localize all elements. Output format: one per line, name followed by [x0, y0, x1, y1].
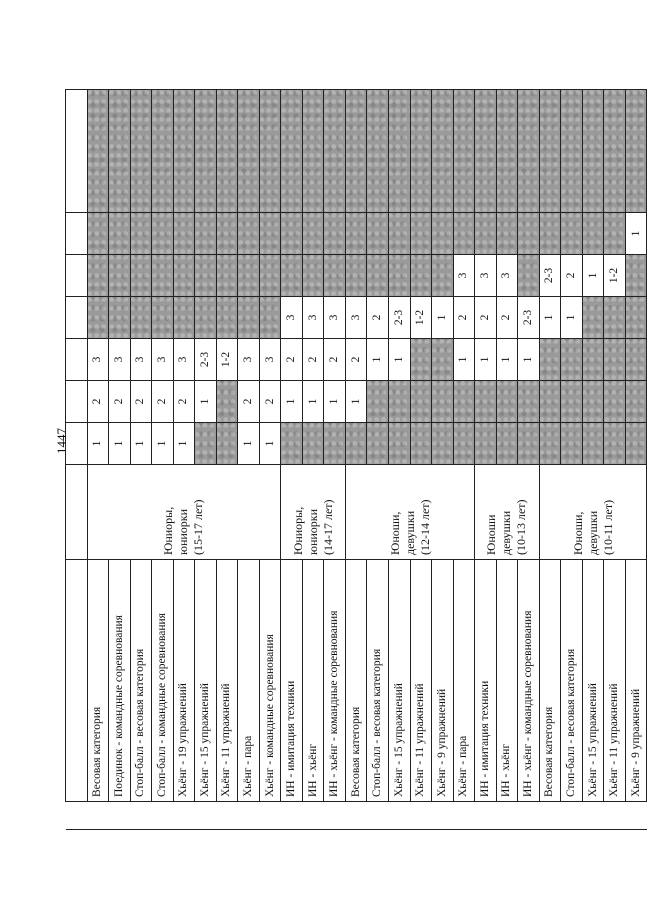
- rank-cell-rank1: 1: [259, 423, 281, 465]
- shaded-cell: [518, 90, 540, 213]
- table-row: [130, 90, 152, 830]
- rank-cell-rank1: [582, 423, 604, 465]
- table-row: [324, 90, 346, 830]
- margin-cell: [561, 802, 583, 830]
- rank-cell-ext3: [109, 213, 131, 255]
- rank-cell-rank2: 2: [259, 381, 281, 423]
- rank-cell-ext2: 3: [496, 255, 518, 297]
- rank-cell-ext1: [87, 297, 109, 339]
- rank-cell-rank3: 1: [453, 339, 475, 381]
- rank-cell-ext1: 2: [367, 297, 389, 339]
- discipline-cell: Весовая категория: [87, 560, 109, 802]
- rank-cell-ext3: [324, 213, 346, 255]
- rank-cell-ext3: [130, 213, 152, 255]
- discipline-cell: Хьёнг - пара: [453, 560, 475, 802]
- rank-cell-rank2: 2: [87, 381, 109, 423]
- rank-cell-ext3: [432, 213, 454, 255]
- rank-cell-rank3: [561, 339, 583, 381]
- rank-cell-rank1: [216, 423, 238, 465]
- age-group-line: юниорки: [305, 508, 320, 555]
- rank-cell-rank2: 1: [345, 381, 367, 423]
- rank-cell-ext1: 2: [496, 297, 518, 339]
- rank-cell-rank2: [604, 381, 626, 423]
- rank-cell-rank2: 2: [152, 381, 174, 423]
- table-row: [195, 90, 217, 830]
- age-group-line: (10-13 лет): [514, 499, 529, 555]
- table-cell: [66, 381, 88, 423]
- rank-cell-rank1: [453, 423, 475, 465]
- rank-cell-ext1: [625, 297, 647, 339]
- margin-cell: [388, 802, 410, 830]
- shaded-cell: [324, 90, 346, 213]
- rank-cell-rank2: [539, 381, 561, 423]
- rank-cell-ext1: 1: [432, 297, 454, 339]
- margin-cell: [518, 802, 540, 830]
- rank-cell-ext2: [410, 255, 432, 297]
- rank-cell-rank3: 2: [281, 339, 303, 381]
- shaded-cell: [281, 90, 303, 213]
- shaded-cell: [152, 90, 174, 213]
- age-group-cell: [281, 465, 346, 560]
- table-row: [496, 90, 518, 830]
- discipline-cell: Хьёнг - 9 упражнений: [625, 560, 647, 802]
- margin-cell: [238, 802, 260, 830]
- rank-cell-ext3: [345, 213, 367, 255]
- margin-cell: [324, 802, 346, 830]
- margin-cell: [281, 802, 303, 830]
- rank-cell-ext1: 2-3: [388, 297, 410, 339]
- discipline-cell: Хьёнг - 19 упражнений: [173, 560, 195, 802]
- rank-cell-rank3: 2-3: [195, 339, 217, 381]
- shaded-cell: [410, 90, 432, 213]
- shaded-cell: [432, 90, 454, 213]
- margin-cell: [302, 802, 324, 830]
- discipline-cell: Хьёнг - 15 упражнений: [582, 560, 604, 802]
- age-group-line: Юноши,: [570, 511, 585, 555]
- rank-cell-rank1: [281, 423, 303, 465]
- rank-cell-ext2: [130, 255, 152, 297]
- rank-cell-ext2: [173, 255, 195, 297]
- rank-cell-ext2: [216, 255, 238, 297]
- age-group-cell: [87, 465, 281, 560]
- rank-cell-rank1: 1: [130, 423, 152, 465]
- table-row: [302, 90, 324, 830]
- rank-cell-ext1: 2: [453, 297, 475, 339]
- rank-cell-rank3: 3: [259, 339, 281, 381]
- rank-cell-ext1: [238, 297, 260, 339]
- rank-cell-ext1: [582, 297, 604, 339]
- rank-cell-ext1: 3: [302, 297, 324, 339]
- rank-cell-rank1: [195, 423, 217, 465]
- discipline-cell: ИН - хьёнг - командные соревнования: [518, 560, 540, 802]
- shaded-cell: [216, 90, 238, 213]
- rank-cell-rank3: 2: [345, 339, 367, 381]
- rank-cell-ext2: [388, 255, 410, 297]
- rank-cell-rank1: [410, 423, 432, 465]
- rank-cell-rank1: [475, 423, 497, 465]
- discipline-cell: Хьёнг - пара: [238, 560, 260, 802]
- table-row: [109, 90, 131, 830]
- rank-cell-ext2: [518, 255, 540, 297]
- age-group-line: (10-11 лет): [600, 499, 615, 555]
- shaded-cell: [130, 90, 152, 213]
- table-cell: [66, 339, 88, 381]
- table-row: [281, 90, 303, 830]
- rank-cell-ext3: [561, 213, 583, 255]
- rank-cell-ext2: [345, 255, 367, 297]
- rank-cell-rank1: [625, 423, 647, 465]
- rank-cell-ext2: [195, 255, 217, 297]
- rank-cell-rank1: [432, 423, 454, 465]
- rank-cell-ext2: [152, 255, 174, 297]
- rank-cell-rank3: 3: [109, 339, 131, 381]
- margin-cell: [582, 802, 604, 830]
- rank-cell-ext3: [496, 213, 518, 255]
- table-row: [345, 90, 367, 830]
- discipline-cell: ИН - хьёнг: [496, 560, 518, 802]
- rank-cell-rank2: [561, 381, 583, 423]
- table-cell: [66, 423, 88, 465]
- rank-cell-rank1: [388, 423, 410, 465]
- rank-cell-rank2: [475, 381, 497, 423]
- shaded-cell: [475, 90, 497, 213]
- shaded-cell: [496, 90, 518, 213]
- discipline-cell: ИН - имитация техники: [475, 560, 497, 802]
- rank-cell-rank2: 2: [109, 381, 131, 423]
- margin-cell: [195, 802, 217, 830]
- age-group-line: (12-14 лет): [417, 499, 432, 555]
- table-row: [259, 90, 281, 830]
- discipline-cell: ИН - имитация техники: [281, 560, 303, 802]
- rank-cell-ext1: 3: [281, 297, 303, 339]
- rank-cell-rank1: [539, 423, 561, 465]
- rank-cell-ext3: [367, 213, 389, 255]
- table-row: [152, 90, 174, 830]
- rank-cell-ext2: 1: [582, 255, 604, 297]
- rank-cell-rank1: 1: [109, 423, 131, 465]
- rank-cell-rank1: [518, 423, 540, 465]
- table-cell: [66, 255, 88, 297]
- rank-cell-rank2: 2: [130, 381, 152, 423]
- rank-cell-ext3: [410, 213, 432, 255]
- rank-cell-rank3: 1: [518, 339, 540, 381]
- discipline-cell: Весовая категория: [539, 560, 561, 802]
- discipline-cell: Стоп-балл - весовая категория: [367, 560, 389, 802]
- rank-cell-ext2: [302, 255, 324, 297]
- discipline-cell: Стоп-балл - весовая категория: [561, 560, 583, 802]
- rank-cell-ext1: 1-2: [410, 297, 432, 339]
- rank-cell-ext1: 3: [345, 297, 367, 339]
- rank-cell-rank2: 2: [238, 381, 260, 423]
- age-group-line: юниорки: [176, 508, 191, 555]
- age-group-line: Юноши,: [387, 511, 402, 555]
- age-group-cell: [475, 465, 540, 560]
- rank-cell-ext1: 3: [324, 297, 346, 339]
- table-row: [604, 90, 626, 830]
- table-row: [582, 90, 604, 830]
- table-row: [518, 90, 540, 830]
- discipline-cell: Хьёнг - командные соревнования: [259, 560, 281, 802]
- age-group-cell: [345, 465, 474, 560]
- table-row: [432, 90, 454, 830]
- margin-cell: [625, 802, 647, 830]
- rank-cell-ext2: [238, 255, 260, 297]
- discipline-cell: Хьёнг - 11 упражнений: [410, 560, 432, 802]
- rank-cell-ext2: [432, 255, 454, 297]
- discipline-cell: Хьёнг - 11 упражнений: [604, 560, 626, 802]
- table-body: [66, 90, 647, 830]
- discipline-cell: Хьёнг - 15 упражнений: [388, 560, 410, 802]
- rank-cell-rank2: 1: [324, 381, 346, 423]
- rank-cell-rank3: 2: [302, 339, 324, 381]
- rank-cell-rank3: 3: [152, 339, 174, 381]
- rank-cell-rank2: [388, 381, 410, 423]
- margin-cell: [410, 802, 432, 830]
- shaded-cell: [453, 90, 475, 213]
- rank-cell-ext3: [152, 213, 174, 255]
- age-group-line: Юноши: [484, 514, 499, 555]
- table-row: [561, 90, 583, 830]
- rank-cell-ext2: 3: [475, 255, 497, 297]
- rank-cell-rank3: 1: [496, 339, 518, 381]
- shaded-cell: [87, 90, 109, 213]
- rank-cell-rank3: 1: [388, 339, 410, 381]
- shaded-cell: [561, 90, 583, 213]
- rank-cell-rank2: [496, 381, 518, 423]
- rank-cell-rank2: [453, 381, 475, 423]
- table-cell: [66, 560, 88, 802]
- rank-cell-ext3: [453, 213, 475, 255]
- shaded-cell: [582, 90, 604, 213]
- table-cell: [66, 90, 88, 213]
- rank-cell-rank3: [625, 339, 647, 381]
- rank-cell-ext2: [259, 255, 281, 297]
- shaded-cell: [625, 90, 647, 213]
- age-group-cell: [539, 465, 647, 560]
- rank-cell-ext2: 2-3: [539, 255, 561, 297]
- rank-cell-ext3: [173, 213, 195, 255]
- margin-cell: [432, 802, 454, 830]
- table-row: [216, 90, 238, 830]
- margin-cell: [109, 802, 131, 830]
- margin-cell: [152, 802, 174, 830]
- rank-cell-rank1: [345, 423, 367, 465]
- shaded-cell: [539, 90, 561, 213]
- rank-cell-ext2: [87, 255, 109, 297]
- rank-cell-ext3: [87, 213, 109, 255]
- rank-table: [65, 89, 647, 830]
- margin-cell: [496, 802, 518, 830]
- rank-cell-rank1: [604, 423, 626, 465]
- shaded-cell: [388, 90, 410, 213]
- shaded-cell: [109, 90, 131, 213]
- age-group-line: Юниоры,: [290, 506, 305, 555]
- rank-cell-rank2: [367, 381, 389, 423]
- age-group-line: девушки: [402, 510, 417, 555]
- rank-cell-ext3: [238, 213, 260, 255]
- shaded-cell: [259, 90, 281, 213]
- shaded-cell: [173, 90, 195, 213]
- rank-cell-ext1: 1: [561, 297, 583, 339]
- rank-cell-ext3: 1: [625, 213, 647, 255]
- rank-cell-ext2: [625, 255, 647, 297]
- discipline-cell: Хьёнг - 9 упражнений: [432, 560, 454, 802]
- shaded-cell: [238, 90, 260, 213]
- table-cell: [66, 465, 88, 560]
- rotated-table-wrapper: [65, 90, 642, 830]
- rank-cell-ext3: [475, 213, 497, 255]
- rank-cell-rank3: 2: [324, 339, 346, 381]
- discipline-cell: ИН - хьёнг - командные соревнования: [324, 560, 346, 802]
- table-row: [410, 90, 432, 830]
- rank-cell-rank2: [216, 381, 238, 423]
- rank-cell-ext1: [195, 297, 217, 339]
- rank-cell-rank3: 1: [475, 339, 497, 381]
- shaded-cell: [604, 90, 626, 213]
- rank-cell-rank1: [324, 423, 346, 465]
- table-cell: [66, 297, 88, 339]
- margin-cell: [87, 802, 109, 830]
- rank-cell-ext3: [539, 213, 561, 255]
- rank-cell-rank1: [367, 423, 389, 465]
- rank-cell-rank3: 3: [130, 339, 152, 381]
- discipline-cell: Хьёнг - 11 упражнений: [216, 560, 238, 802]
- rank-cell-ext3: [388, 213, 410, 255]
- rank-cell-ext1: [152, 297, 174, 339]
- rank-cell-rank1: 1: [87, 423, 109, 465]
- rank-cell-rank3: [410, 339, 432, 381]
- table-row: [367, 90, 389, 830]
- age-group-line: (14-17 лет): [320, 499, 335, 555]
- rank-cell-rank1: [302, 423, 324, 465]
- rank-cell-rank3: 3: [173, 339, 195, 381]
- margin-cell: [475, 802, 497, 830]
- table-row: [625, 90, 647, 830]
- rank-cell-rank2: 2: [173, 381, 195, 423]
- discipline-cell: Стоп-балл - командные соревнования: [152, 560, 174, 802]
- table-row: [475, 90, 497, 830]
- rank-cell-ext2: [367, 255, 389, 297]
- rank-cell-rank2: [410, 381, 432, 423]
- margin-cell: [453, 802, 475, 830]
- rank-cell-rank1: 1: [152, 423, 174, 465]
- rank-cell-rank3: [582, 339, 604, 381]
- table-cell: [66, 213, 88, 255]
- rank-cell-rank3: [539, 339, 561, 381]
- table-row: [238, 90, 260, 830]
- age-group-line: (15-17 лет): [191, 499, 206, 555]
- table-row: [453, 90, 475, 830]
- discipline-cell: Весовая категория: [345, 560, 367, 802]
- rank-cell-ext3: [302, 213, 324, 255]
- rank-cell-rank3: [432, 339, 454, 381]
- rank-cell-rank2: [582, 381, 604, 423]
- rank-cell-ext1: [604, 297, 626, 339]
- rank-cell-ext3: [259, 213, 281, 255]
- rank-cell-ext1: [130, 297, 152, 339]
- rank-cell-ext1: 1: [539, 297, 561, 339]
- margin-cell: [216, 802, 238, 830]
- rank-cell-ext2: [324, 255, 346, 297]
- rank-cell-rank3: 3: [238, 339, 260, 381]
- rank-cell-ext1: [216, 297, 238, 339]
- rank-cell-ext3: [604, 213, 626, 255]
- margin-cell: [539, 802, 561, 830]
- rank-cell-rank2: [518, 381, 540, 423]
- margin-cell: [173, 802, 195, 830]
- age-group-line: девушки: [585, 510, 600, 555]
- rank-cell-ext2: [281, 255, 303, 297]
- table-cell: [66, 802, 88, 830]
- shaded-cell: [345, 90, 367, 213]
- table-row: [173, 90, 195, 830]
- age-group-line: девушки: [499, 510, 514, 555]
- page-number: 1447: [54, 428, 69, 454]
- margin-cell: [345, 802, 367, 830]
- rank-cell-rank1: 1: [173, 423, 195, 465]
- rank-cell-ext3: [216, 213, 238, 255]
- rank-cell-rank3: 1: [367, 339, 389, 381]
- rank-cell-ext3: [281, 213, 303, 255]
- rank-cell-rank2: [625, 381, 647, 423]
- rank-cell-rank2: 1: [302, 381, 324, 423]
- rank-cell-rank3: [604, 339, 626, 381]
- shaded-cell: [367, 90, 389, 213]
- rank-cell-ext1: [109, 297, 131, 339]
- table-row: [539, 90, 561, 830]
- margin-cell: [130, 802, 152, 830]
- age-group-line: Юниоры,: [161, 506, 176, 555]
- rank-cell-ext1: [259, 297, 281, 339]
- table-row: [388, 90, 410, 830]
- rank-cell-ext1: 2-3: [518, 297, 540, 339]
- margin-cell: [604, 802, 626, 830]
- rank-cell-rank2: 1: [281, 381, 303, 423]
- shaded-cell: [195, 90, 217, 213]
- rank-cell-rank1: [561, 423, 583, 465]
- rank-cell-rank2: [432, 381, 454, 423]
- rank-cell-ext3: [195, 213, 217, 255]
- table-row: [66, 90, 88, 830]
- shaded-cell: [302, 90, 324, 213]
- rank-cell-ext1: [173, 297, 195, 339]
- discipline-cell: Хьёнг - 15 упражнений: [195, 560, 217, 802]
- margin-cell: [259, 802, 281, 830]
- rank-cell-ext2: [109, 255, 131, 297]
- rank-cell-ext1: 2: [475, 297, 497, 339]
- rank-cell-ext2: 2: [561, 255, 583, 297]
- rank-cell-ext2: 1-2: [604, 255, 626, 297]
- rank-cell-rank3: 3: [87, 339, 109, 381]
- rank-cell-rank2: 1: [195, 381, 217, 423]
- table-row: [87, 90, 109, 830]
- discipline-cell: Стоп-балл - весовая категория: [130, 560, 152, 802]
- rank-cell-rank1: 1: [238, 423, 260, 465]
- rank-cell-ext3: [582, 213, 604, 255]
- rank-cell-rank1: [496, 423, 518, 465]
- margin-cell: [367, 802, 389, 830]
- discipline-cell: Поединок - командные соревнования: [109, 560, 131, 802]
- discipline-cell: ИН - хьёнг: [302, 560, 324, 802]
- rank-cell-ext2: 3: [453, 255, 475, 297]
- rank-cell-rank3: 1-2: [216, 339, 238, 381]
- rank-cell-ext3: [518, 213, 540, 255]
